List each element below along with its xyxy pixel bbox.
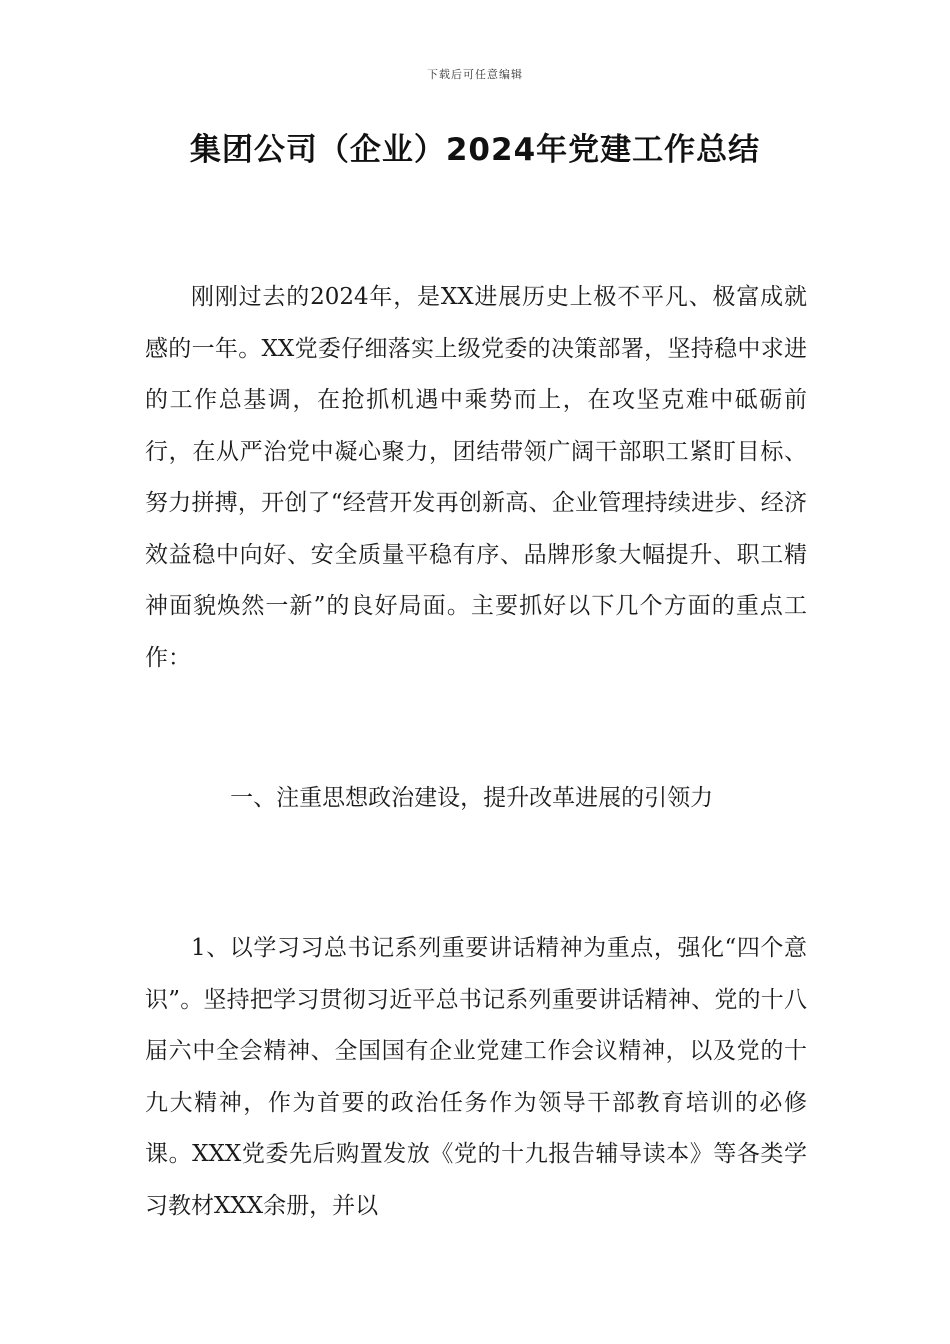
header-note: 下载后可任意编辑: [427, 68, 523, 81]
document-title: 集团公司（企业）2024年党建工作总结: [189, 132, 761, 168]
item-paragraph-1: 1、以学习习总书记系列重要讲话精神为重点，强化“四个意识”。坚持把学习贯彻习近平总书记系列重要讲话精神、党的十八届六中全会精神、全国国有企业党建工作会议精神，以及党的十九大精神，作为首要的政治任务作为领导干部教育培训的必修课。XXX党委先后购置发放《党的十九报告辅导读本》等各类学习教材XXX余册，并以: [145, 935, 807, 1219]
section-heading-1: 一、注重思想政治建设，提升改革进展的引领力: [230, 785, 714, 811]
intro-paragraph: 刚刚过去的2024年，是XX进展历史上极不平凡、极富成就感的一年。XX党委仔细落实上级党委的决策部署，坚持稳中求进的工作总基调，在抢抓机遇中乘势而上，在攻坚克难中砥砺前行，在从严治党中凝心聚力，团结带领广阔干部职工紧盯目标、努力拼搏，开创了“经营开发再创新高、企业管理持续进步、经济效益稳中向好、安全质量平稳有序、品牌形象大幅提升、职工精神面貌焕然一新”的良好局面。主要抓好以下几个方面的重点工作：: [145, 284, 807, 671]
